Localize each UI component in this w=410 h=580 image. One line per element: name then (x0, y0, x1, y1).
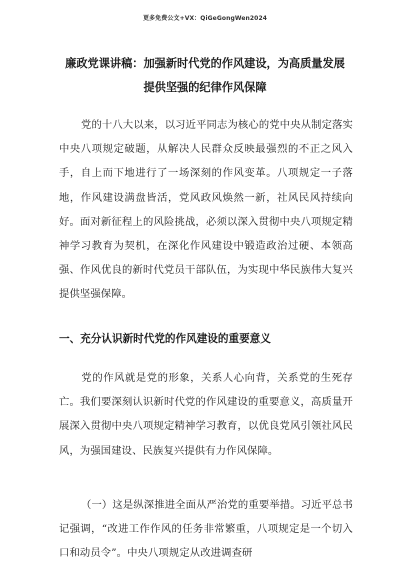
section-heading-1: 一、充分认识新时代党的作风建设的重要意义 (59, 333, 271, 345)
paragraph-section-1-text: 党的作风就是党的形象，关系人心向背，关系党的生死存亡。我们要深刻认识新时代党的作风建设的重要意义，高质量开展深入贯彻中央八项规定精神学习教育，以优良党风引领社风民风，为强国建设、民族复兴提供有力作风保障。 (59, 372, 353, 457)
document-title (55, 52, 355, 100)
paragraph-subsection-1-text: （一）这是纵深推进全面从严治党的重要举措。习近平总书记强调，“改进工作作风的任务非常繁重，八项规定是一个切入口和动员令”。中央八项规定从改进调查研 (59, 499, 353, 560)
title-line-2: 提供坚强的纪律作风保障 (143, 81, 267, 94)
title-line-1: 廉政党课讲稿：加强新时代党的作风建设，为高质量发展 (65, 57, 345, 70)
header-note: 更多免费公文+VX：QiGeGongWen2024 (142, 15, 267, 22)
paragraph-section-1 (59, 366, 353, 463)
paragraph-intro (59, 113, 353, 307)
paragraph-intro-text: 党的十八大以来，以习近平同志为核心的党中央从制定落实中央八项规定破题，从解决人民群众反映最强烈的不正之风入手，自上而下地进行了一场深刻的作风变革。八项规定一子落地，作风建设满盘皆活，党风政风焕然一新，社风民风持续向好。面对新征程上的风险挑战，必须以深入贯彻中央八项规定精神学习教育为契机，在深化作风建设中锻造政治过硬、本领高强、作风优良的新时代党员干部队伍，为实现中华民族伟大复兴提供坚强保障。 (59, 119, 353, 301)
paragraph-subsection-1 (59, 493, 353, 566)
